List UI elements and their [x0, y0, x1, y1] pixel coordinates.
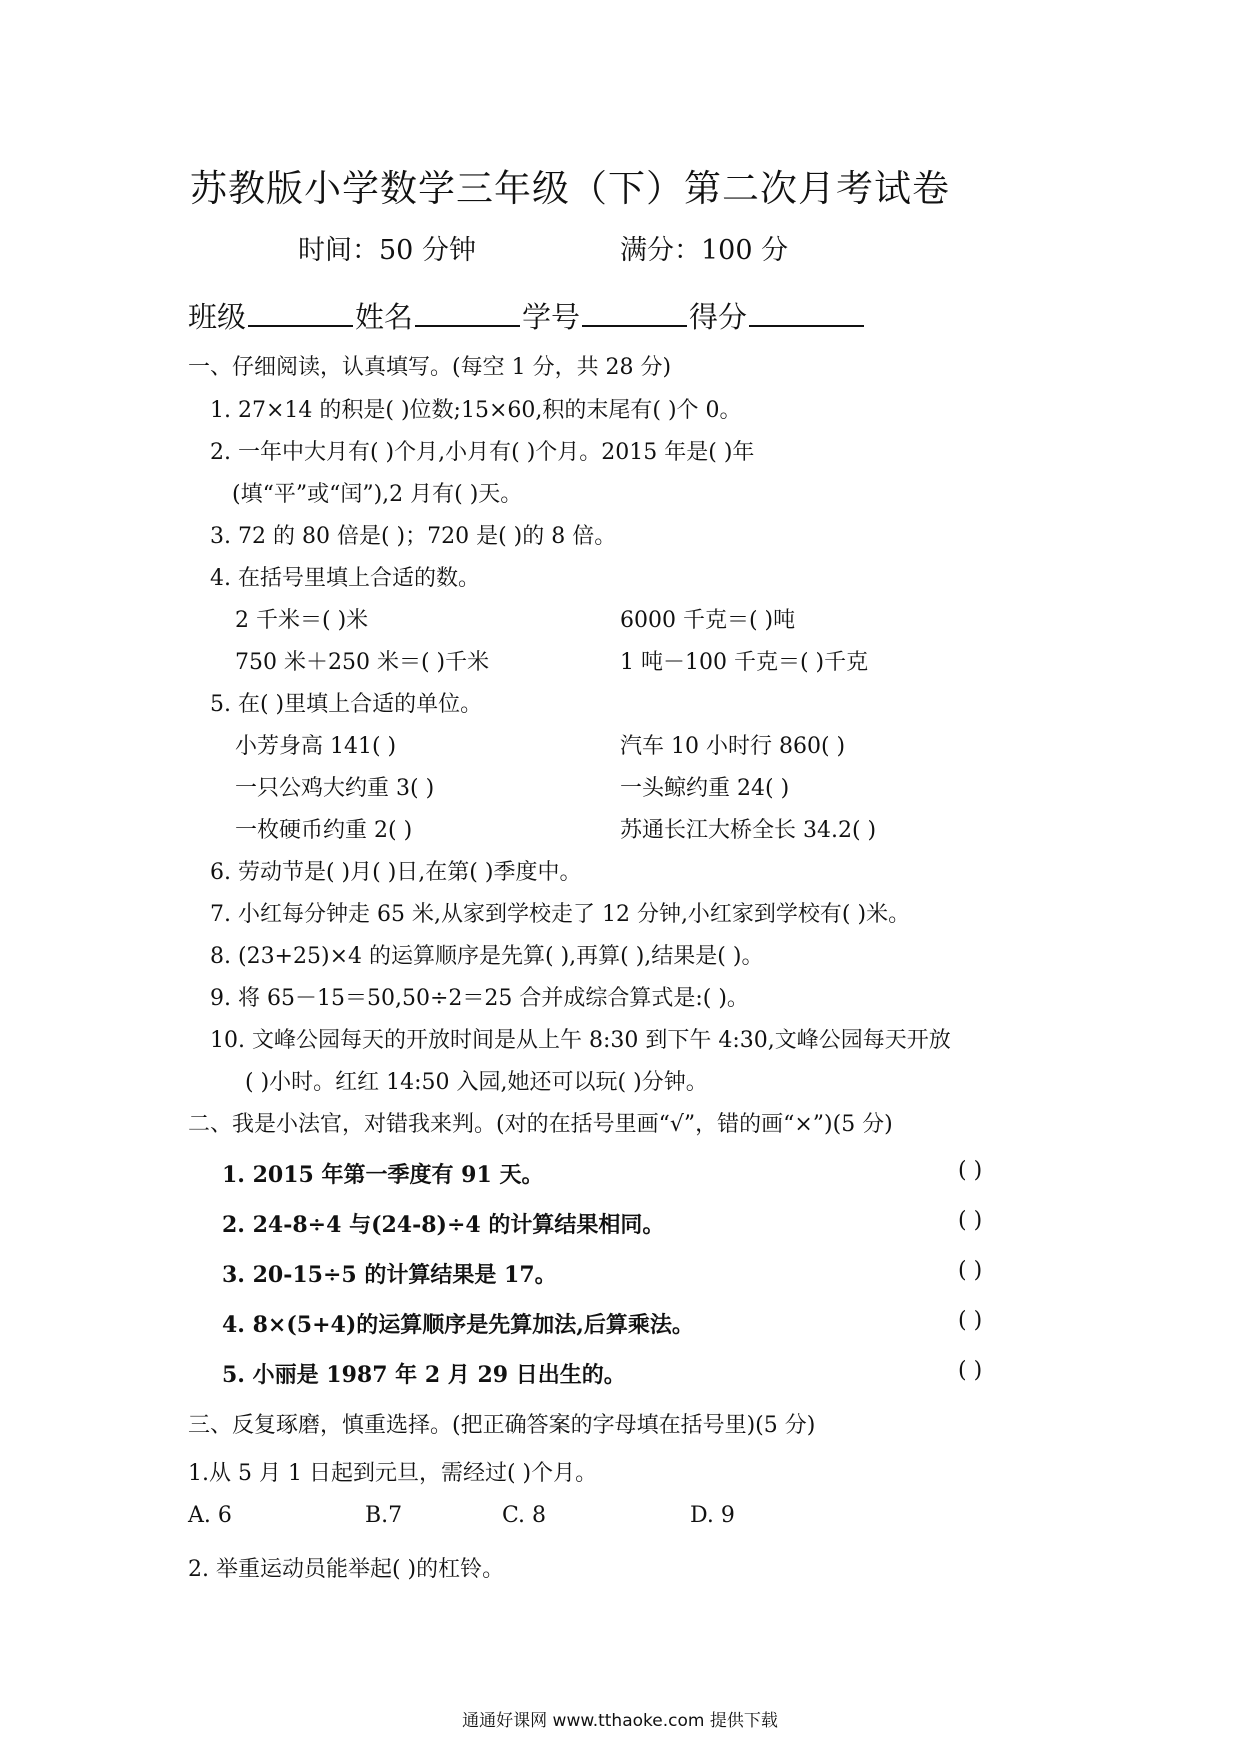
s1-question-4: 4. 在括号里填上合适的数。	[210, 566, 480, 591]
exam-full-score: 满分：100 分	[620, 235, 789, 266]
id-blank[interactable]	[582, 299, 687, 327]
exam-title: 苏教版小学数学三年级（下）第二次月考试卷	[190, 167, 950, 210]
grade-label: 得分	[689, 300, 748, 334]
s1-question-1: 1. 27×14 的积是( )位数;15×60,积的末尾有( )个 0。	[210, 398, 742, 423]
s1-question-5: 5. 在( )里填上合适的单位。	[210, 692, 483, 717]
s2-question-4: 4. 8×(5+4)的运算顺序是先算加法,后算乘法。	[222, 1312, 694, 1338]
class-label: 班级	[188, 300, 247, 334]
s2-answer-1[interactable]: ( )	[958, 1158, 983, 1183]
s1-q5-item-1: 小芳身高 141( )	[235, 734, 397, 759]
id-label: 学号	[522, 300, 581, 334]
s2-question-3: 3. 20-15÷5 的计算结果是 17。	[222, 1262, 557, 1288]
name-label: 姓名	[355, 300, 414, 334]
s1-question-3: 3. 72 的 80 倍是( )；720 是( )的 8 倍。	[210, 524, 617, 549]
s3-question-1: 1.从 5 月 1 日起到元旦，需经过( )个月。	[188, 1461, 598, 1486]
s1-q4-item-4: 1 吨－100 千克＝( )千克	[620, 650, 869, 675]
s2-answer-3[interactable]: ( )	[958, 1258, 983, 1283]
s2-answer-4[interactable]: ( )	[958, 1308, 983, 1333]
exam-time: 时间：50 分钟	[298, 235, 476, 266]
s3-question-2: 2. 举重运动员能举起( )的杠铃。	[188, 1557, 505, 1582]
grade-blank[interactable]	[749, 299, 864, 327]
s1-q4-item-1: 2 千米＝( )米	[235, 608, 369, 633]
s3-option-d[interactable]: D. 9	[690, 1503, 735, 1528]
class-blank[interactable]	[248, 299, 353, 327]
s1-question-2-cont: (填“平”或“闰”),2 月有( )天。	[232, 482, 523, 507]
s3-option-c[interactable]: C. 8	[502, 1503, 547, 1528]
s3-option-a[interactable]: A. 6	[188, 1503, 232, 1528]
s1-q5-item-6: 苏通长江大桥全长 34.2( )	[620, 818, 877, 843]
s1-question-7: 7. 小红每分钟走 65 米,从家到学校走了 12 分钟,小红家到学校有( )米。	[210, 902, 911, 927]
s1-question-9: 9. 将 65－15＝50,50÷2＝25 合并成综合算式是:( )。	[210, 986, 749, 1011]
s1-q5-item-4: 一头鲸约重 24( )	[620, 776, 790, 801]
s1-q4-item-3: 750 米＋250 米＝( )千米	[235, 650, 490, 675]
s3-option-b[interactable]: B.7	[365, 1503, 403, 1528]
s1-q4-item-2: 6000 千克＝( )吨	[620, 608, 796, 633]
section-1-heading: 一、仔细阅读，认真填写。(每空 1 分，共 28 分)	[188, 355, 672, 380]
s1-question-10-cont: ( )小时。红红 14:50 入园,她还可以玩( )分钟。	[245, 1070, 708, 1095]
s2-answer-2[interactable]: ( )	[958, 1208, 983, 1233]
s1-question-10: 10. 文峰公园每天的开放时间是从上午 8:30 到下午 4:30,文峰公园每天开放	[210, 1028, 951, 1053]
s2-question-1: 1. 2015 年第一季度有 91 天。	[222, 1162, 544, 1188]
section-2-heading: 二、我是小法官，对错我来判。(对的在括号里画“√”，错的画“×”)(5 分)	[188, 1112, 893, 1137]
s1-question-8: 8. (23+25)×4 的运算顺序是先算( ),再算( ),结果是( )。	[210, 944, 764, 969]
footer-source: 通通好课网 www.tthaoke.com 提供下载	[462, 1711, 778, 1731]
section-3-heading: 三、反复琢磨，慎重选择。(把正确答案的字母填在括号里)(5 分)	[188, 1413, 816, 1438]
s1-q5-item-3: 一只公鸡大约重 3( )	[235, 776, 435, 801]
s1-question-6: 6. 劳动节是( )月( )日,在第( )季度中。	[210, 860, 582, 885]
name-blank[interactable]	[415, 299, 520, 327]
s2-answer-5[interactable]: ( )	[958, 1358, 983, 1383]
s2-question-2: 2. 24-8÷4 与(24-8)÷4 的计算结果相同。	[222, 1212, 665, 1238]
s2-question-5: 5. 小丽是 1987 年 2 月 29 日出生的。	[222, 1362, 626, 1388]
student-info-line	[188, 295, 866, 336]
s1-q5-item-2: 汽车 10 小时行 860( )	[620, 734, 846, 759]
s1-q5-item-5: 一枚硬币约重 2( )	[235, 818, 413, 843]
s1-question-2: 2. 一年中大月有( )个月,小月有( )个月。2015 年是( )年	[210, 440, 755, 465]
